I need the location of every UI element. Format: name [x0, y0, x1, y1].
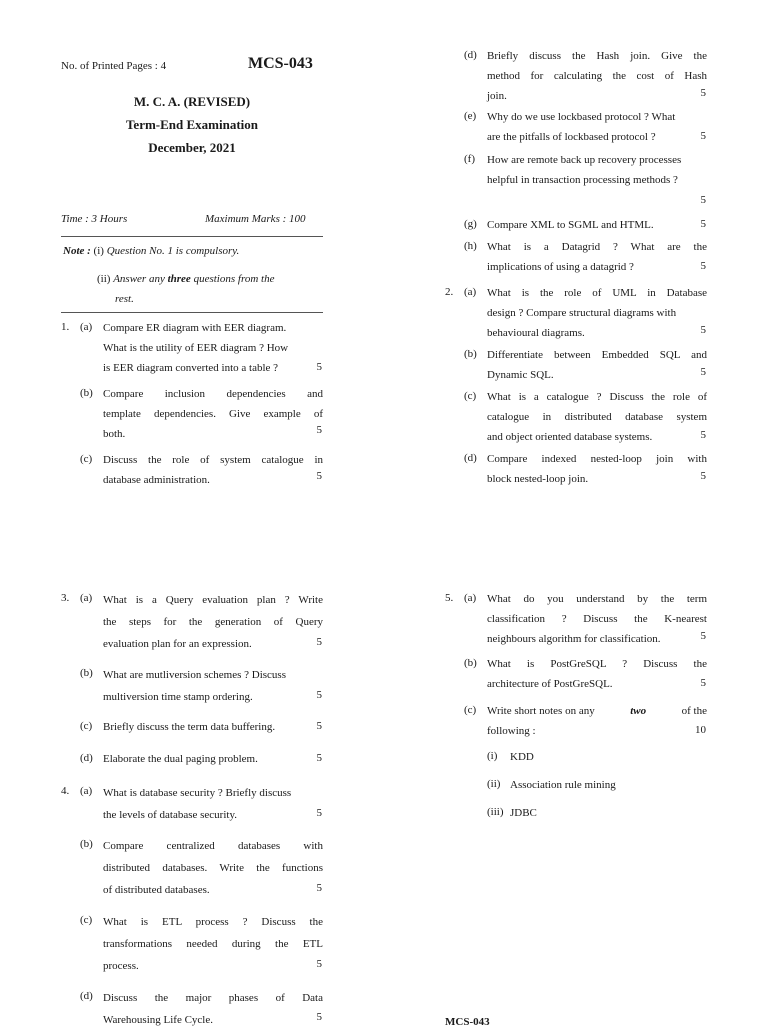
q1g-text	[487, 215, 687, 235]
q2c-l1: What is a catalogue ? Discuss the role of	[487, 391, 707, 403]
q1e-letter: (e)	[464, 110, 477, 122]
q5b-letter: (b)	[464, 657, 477, 669]
q4c-l2: transformations needed during the ETL	[103, 938, 323, 950]
q2a-l1: What is the role of UML in Database	[487, 287, 707, 299]
q2a-l3: behavioural diagrams.	[487, 327, 585, 339]
q1f-l2: helpful in transaction processing methods ?	[487, 174, 678, 186]
note-ii	[97, 273, 323, 285]
q1d-l2: method for calculating the cost of Hash	[487, 70, 707, 82]
q4b-l2: distributed databases. Write the functions	[103, 862, 323, 874]
q1c-text	[103, 450, 323, 490]
q2c-marks: 5	[700, 429, 706, 441]
q1f-letter: (f)	[464, 153, 475, 165]
q5c-ii-text: Association rule mining	[510, 779, 616, 791]
q5c-l1a: Write short notes on any	[487, 705, 595, 717]
q4c-l1: What is ETL process ? Discuss the	[103, 916, 323, 928]
q2b-letter: (b)	[464, 348, 477, 360]
q2b-l2: Dynamic SQL.	[487, 369, 554, 381]
q4d-marks: 5	[316, 1011, 322, 1023]
note-label: Note :	[63, 245, 91, 257]
q2b-marks: 5	[700, 366, 706, 378]
divider	[61, 236, 323, 237]
q2c-text	[487, 387, 707, 447]
q5b-l2: architecture of PostGreSQL.	[487, 678, 613, 690]
note-ii-bold: three	[167, 273, 191, 285]
q1b-l1: Compare inclusion dependencies and	[103, 388, 323, 400]
q4b-l1: Compare centralized databases with	[103, 840, 323, 852]
q5c-iii-text: JDBC	[510, 807, 537, 819]
q5c-text	[487, 701, 707, 741]
q1f-text	[487, 150, 709, 190]
q5c-l1b: two	[630, 705, 647, 717]
q3a-letter: (a)	[80, 592, 93, 604]
q5c-i-num: (i)	[487, 750, 498, 762]
note-ii-rest: rest.	[115, 293, 134, 305]
q2d-l2: block nested-loop join.	[487, 473, 589, 485]
printed-pages: No. of Printed Pages : 4	[61, 60, 167, 72]
q2d-letter: (d)	[464, 452, 477, 464]
q5a-letter: (a)	[464, 592, 477, 604]
exam-title: Term-End Examination	[125, 117, 259, 132]
q5c-i-text: KDD	[510, 751, 534, 763]
q5-number: 5.	[445, 592, 454, 604]
q1d-marks: 5	[700, 87, 706, 99]
q1b-marks: 5	[316, 424, 322, 436]
q1g-marks: 5	[700, 218, 706, 230]
q3a-l1: What is a Query evaluation plan ? Write	[103, 594, 323, 606]
q2c-l3: and object oriented database systems.	[487, 431, 653, 443]
q4c-letter: (c)	[80, 914, 93, 926]
q1a-marks: 5	[316, 361, 322, 373]
q3b-marks: 5	[316, 689, 322, 701]
q4a-letter: (a)	[80, 785, 93, 797]
q3a-l2: the steps for the generation of Query	[103, 616, 323, 628]
exam-session: December, 2021	[148, 140, 236, 155]
q5c-l2: following :	[487, 725, 536, 737]
q1h-l2: implications of using a datagrid ?	[487, 261, 634, 273]
q1b-l2: template dependencies. Give example of	[103, 408, 323, 420]
q5c-l1	[487, 701, 707, 721]
q2a-letter: (a)	[464, 286, 477, 298]
q4-number: 4.	[61, 785, 70, 797]
q2d-l1: Compare indexed nested-loop join with	[487, 453, 707, 465]
q1d-l1: Briefly discuss the Hash join. Give the	[487, 50, 707, 62]
q4a-l2: the levels of database security.	[103, 809, 237, 821]
q2a-marks: 5	[700, 324, 706, 336]
q3c-l1: Briefly discuss the term data buffering.	[103, 721, 276, 733]
q4a-l1: What is database security ? Briefly discuss	[103, 787, 292, 799]
q3d-text	[103, 749, 303, 769]
q5b-text	[487, 654, 707, 694]
q5a-l2: classification ? Discuss the K-nearest	[487, 613, 707, 625]
q5a-l1: What do you understand by the term	[487, 593, 707, 605]
q4b-letter: (b)	[80, 838, 93, 850]
q1-number: 1.	[61, 321, 70, 333]
q5a-l3: neighbours algorithm for classification.	[487, 633, 661, 645]
q3c-letter: (c)	[80, 720, 93, 732]
q4b-l3: of distributed databases.	[103, 884, 210, 896]
q5a-text	[487, 589, 707, 649]
q5c-letter: (c)	[464, 704, 477, 716]
q1c-letter: (c)	[80, 453, 93, 465]
q2b-text	[487, 345, 707, 385]
note-block	[63, 245, 239, 257]
q1d-l3: join.	[487, 90, 507, 102]
note-i-text: Question No. 1 is compulsory.	[106, 245, 240, 257]
course-code: MCS-043	[248, 55, 313, 72]
q1b-l3: both.	[103, 428, 126, 440]
q3c-marks: 5	[316, 720, 322, 732]
q3c-text	[103, 717, 303, 737]
q1f-l1: How are remote back up recovery processes	[487, 154, 682, 166]
q3b-letter: (b)	[80, 667, 93, 679]
q5a-marks: 5	[700, 630, 706, 642]
q4d-l1: Discuss the major phases of Data	[103, 992, 323, 1004]
q5b-marks: 5	[700, 677, 706, 689]
q2d-marks: 5	[700, 470, 706, 482]
q1h-marks: 5	[700, 260, 706, 272]
maximum-marks: Maximum Marks : 100	[205, 213, 306, 225]
q2a-text	[487, 283, 707, 343]
q4c-l3: process.	[103, 960, 139, 972]
q1e-l1: Why do we use lockbased protocol ? What	[487, 111, 676, 123]
q3b-l2: multiversion time stamp ordering.	[103, 691, 253, 703]
q1d-text	[487, 46, 707, 106]
q5b-l1: What is PostGreSQL ? Discuss the	[487, 658, 707, 670]
q1a-l1: Compare ER diagram with EER diagram.	[103, 322, 287, 334]
program-title: M. C. A. (REVISED)	[133, 94, 251, 109]
q1e-l2: are the pitfalls of lockbased protocol ?	[487, 131, 656, 143]
q1c-l2: database administration.	[103, 474, 210, 486]
q4d-text	[103, 987, 323, 1031]
q1h-letter: (h)	[464, 240, 477, 252]
q4d-l2: Warehousing Life Cycle.	[103, 1014, 213, 1026]
q1b-text	[103, 384, 323, 444]
q1c-marks: 5	[316, 470, 322, 482]
q1a-l3: is EER diagram converted into a table ?	[103, 362, 279, 374]
q3a-text	[103, 589, 323, 655]
q1c-l1: Discuss the role of system catalogue in	[103, 454, 323, 466]
q1b-letter: (b)	[80, 387, 93, 399]
q5c-ii-num: (ii)	[487, 778, 501, 790]
q1d-letter: (d)	[464, 49, 477, 61]
q4a-marks: 5	[316, 807, 322, 819]
q3d-letter: (d)	[80, 752, 93, 764]
q4c-marks: 5	[316, 958, 322, 970]
q3b-text	[103, 664, 323, 708]
q1h-text	[487, 237, 707, 277]
q1h-l1: What is a Datagrid ? What are the	[487, 241, 707, 253]
q3d-l1: Elaborate the dual paging problem.	[103, 753, 258, 765]
note-i-num: (i)	[93, 245, 104, 257]
q3d-marks: 5	[316, 752, 322, 764]
q1e-marks: 5	[700, 130, 706, 142]
note-ii-num: (ii)	[97, 273, 111, 285]
q1g-l1: Compare XML to SGML and HTML.	[487, 219, 654, 231]
footer-code: MCS-043	[445, 1016, 490, 1028]
q2a-l2: design ? Compare structural diagrams with	[487, 307, 677, 319]
q4d-letter: (d)	[80, 990, 93, 1002]
q2c-letter: (c)	[464, 390, 477, 402]
q5c-l1c: of the	[681, 705, 707, 717]
q1a-text	[103, 318, 323, 378]
q4b-text	[103, 835, 323, 901]
q1e-text	[487, 107, 707, 147]
q3a-marks: 5	[316, 636, 322, 648]
q4b-marks: 5	[316, 882, 322, 894]
q1a-l2: What is the utility of EER diagram ? How	[103, 342, 289, 354]
q3b-l1: What are mutliversion schemes ? Discuss	[103, 669, 286, 681]
q3-number: 3.	[61, 592, 70, 604]
q4a-text	[103, 782, 323, 826]
note-ii-text-a: Answer any	[113, 273, 165, 285]
q1g-letter: (g)	[464, 218, 477, 230]
q3a-l3: evaluation plan for an expression.	[103, 638, 252, 650]
time-allowed: Time : 3 Hours	[61, 213, 128, 225]
q4c-text	[103, 911, 323, 977]
q5c-iii-num: (iii)	[487, 806, 504, 818]
q2b-l1: Differentiate between Embedded SQL and	[487, 349, 707, 361]
q5c-marks: 10	[695, 724, 706, 736]
q1f-marks: 5	[700, 194, 706, 206]
divider-note	[61, 312, 323, 313]
q1a-letter: (a)	[80, 321, 93, 333]
q2-number: 2.	[445, 286, 454, 298]
q2c-l2: catalogue in distributed database system	[487, 411, 707, 423]
q2d-text	[487, 449, 707, 489]
note-ii-text-b: questions from the	[193, 273, 275, 285]
